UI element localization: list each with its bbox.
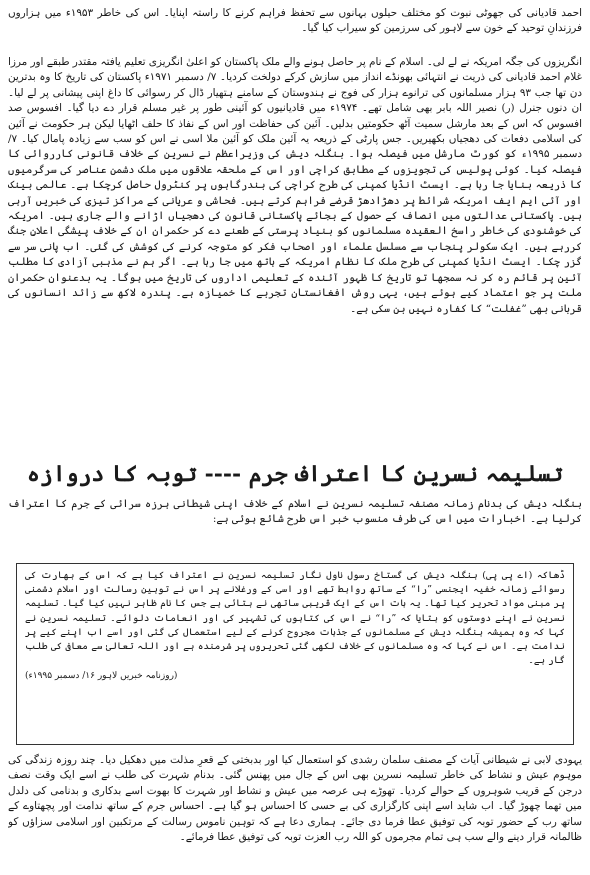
article-headline: تسلیمہ نسرین کا اعتراف جرم ---- توبہ کا دروازہ — [26, 461, 564, 487]
news-source-citation: (روزنامہ خبریں لاہور ۱۶/ دسمبر ۱۹۹۵ء) — [25, 671, 178, 682]
quoted-news-text: ڈھاکہ (اے پی پی) بنگلہ دیش کی گستاخ رسول ناول نگار تسلیمہ نسرین نے اعتراف کیا ہے کہ اس کے بھارت کی رسوائے زمانہ خفیہ ایجنسی ”را“ کے ساتھ روابط تھے اور اسی کے ورغلانے پر اس نے توہین رسالت اور اسلام دشمنی پر مبنی مواد تحریر کیا تھا۔ یہ بات اس کے ایک قریبی ساتھی نے بتائی ہے جس کا نام ظاہر نہیں کیا گیا۔ تسلیمہ نسرین نے اپنے دوستوں کو بتایا کہ ”را“ نے اس کی کتابوں کی تشہیر کی اور انعامات دلوائے۔ تسلیمہ نسرین نے کہا کہ وہ ہمیشہ بنگلہ دیش کے مسلمانوں کے جذبات مجروح کرنے کے لیے استعمال کی گئی اور اسے اب اپنے کیے پر ندامت ہے۔ اس نے کہا کہ وہ مسلمانوں کے خلاف لکھی گئی تحریروں پر شرمندہ ہے اور اللہ تعالیٰ سے معافی کی طلب گار ہے۔ — [25, 570, 565, 667]
intro-paragraph: احمد قادیانی کی جھوٹی نبوت کو مختلف حیلوں بہانوں سے تحفظ فراہم کرنے کا راستہ اپنایا۔ اس کی خاطر ۱۹۵۳ء میں ہزاروں فرزندانِ توحید کے خون سے لاہور کی سرزمین کو سیراب کیا گیا۔ — [8, 7, 582, 35]
closing-paragraph: یہودی لابی نے شیطانی آیات کے مصنف سلمان رشدی کو استعمال کیا اور بدبختی کے قعرِ مذلت میں دھکیل دیا۔ چند روزہ زندگی کی موہوم عیش و نشاط کی خاطر تسلیمہ نسرین بھی اس کے جال میں پھنس گئی۔ بدنام شہرت کی طلب نے اسے ایک وقت نصف درجن کے قریب شوہروں کے حوالے کردیا۔ تھوڑے ہی عرصہ میں عیش و نشاط اور شہرت کا بھوت اسے بدکاری و بدنامی کی دلدل میں تھما چھوڑ گیا۔ اب شاید اسے اپنی کارگزاری کی بے حسی کا احساس ہو گیا ہے۔ احساس جرم کے ساتھ ندامت اور پچھتاوے کے ساتھ رب کے حضور توبہ کی توفیق عطا فرما دی جائے۔ ہماری دعا ہے کہ توہین ناموس رسالت کے مرتکبین اور اسلامی سزاؤں کو ظالمانہ قرار دینے والے سب ہی تمام مجرموں کو اللہ رب العزت توبہ کی توفیق عطا فرمائے۔ — [8, 754, 582, 844]
quoted-news-box — [16, 563, 574, 745]
lead-paragraph: بنگلہ دیش کی بدنام زمانہ مصنفہ تسلیمہ نسرین نے اسلام کے خلاف اپنی شیطانی ہرزہ سرائی کے جرم کا اعتراف کرلیا ہے۔ اخبارات میں اس کی طرف منسوب خبر اس طرح شائع ہوئی ہے: — [8, 498, 582, 526]
body-paragraph: انگریزوں کی جگہ امریکہ نے لے لی۔ اسلام کے نام پر حاصل ہونے والے ملک پاکستان کو اعلیٰ انگریزی تعلیم یافتہ مقتدر طبقے اور مرزا غلام احمد قادیانی کی ذریت نے انتہائی بھونڈے انداز میں سازش کرکے دولخت کردیا۔ ۷/ دسمبر ۱۹۷۱ء پاکستان کی تاریخ کا وہ بدترین دن تھا جب ۹۳ ہزار مسلمانوں کی ترانوے ہزار کی فوج نے ہندوستان کے سامنے ہتھیار ڈال کر رسوائی کا داغ اپنی پیشانی پر لے لیا۔ ان دنوں جنرل (ر) نصیر اللہ بابر بھی شامل تھے۔ ۱۹۷۴ء میں قادیانیوں کو آئینی طور پر غیر مسلم قرار دے دیا گیا۔ افسوس صد افسوس کہ اس کے بعد مارشل سمیت آٹھ حکومتیں بدلیں۔ آئین کی حفاظت اور اس کے نفاذ کا حلف اٹھایا لیکن ہر حکومت نے آئین کی اسلامی دفعات کی دھجیاں بکھیریں۔ جس پارٹی کے ذریعہ یہ آئین ملک کو آئین ملا اسی نے اس کو سب سے زیادہ پامال کیا۔ ۷/ دسمبر ۱۹۹۵ء کو کورٹ مارشل میں فیصلہ ہوا۔ بنگلہ دیش کی وزیراعظم نے نسرین کے خلاف قانونی کارروائی کا فیصلہ کیا۔ کوئی پولیس کی تجویزوں کے مطابق کراچی اور اس کے ملحقہ علاقوں میں ملک دشمن عناصر کی سرگرمیوں کا ذریعہ بنایا جا رہا ہے۔ ایسٹ انڈیا کمپنی کی طرح کراچی کی بندرگاہوں پر کنٹرول حاصل کرچکا ہے۔ عالمی بینک اور آئی ایم ایف امریکہ شرائط پر دھڑادھڑ قرضے فراہم کرتے ہیں۔ فحاشی و عریانی کے مراکز تیزی کی خبریں آرہی ہیں۔ پاکستانی عدالتوں میں انصاف کے حصول کے بجائے پاکستانی قانون کی دھجیاں اڑانے والے جاری ہیں۔ امریکہ کی خوشنودی کی خاطر راسخ العقیدہ مسلمانوں کو بنیاد پرستی کے طعنے دے کر حکمران ان کے خلاف پیشگی اعلانِ جنگ کررہے ہیں۔ ایک سکولر پنجاب سے مسلسل علماء اور اصحاب فکر کو متوجہ کرنے کی کوشش کی گئی۔ اب پانی سر سے گزر چکا۔ ایسٹ انڈیا کمپنی کی طرح ملک کا نظام امریکہ کے ہاتھ میں جا رہا ہے۔ اگر ہم نے مذہبی آزادی کا مطلب آئین پر قائم رہ کر نہ سمجھا تو تاریخ کا ظہور آئندہ کے تعلیمی اداروں کی تاریخ میں ہوگا۔ یہ بدعنوان حکمران ملت پر جو اعتماد کیے ہوئے ہیں، یہی روش افغانستان تجربے کا خمیازہ ہے۔ پندرہ لاکھ سے زائد انسانوں کی قربانی بھی ”غفلت“ کا کفارہ نہیں بن سکی ہے۔ — [8, 56, 582, 315]
